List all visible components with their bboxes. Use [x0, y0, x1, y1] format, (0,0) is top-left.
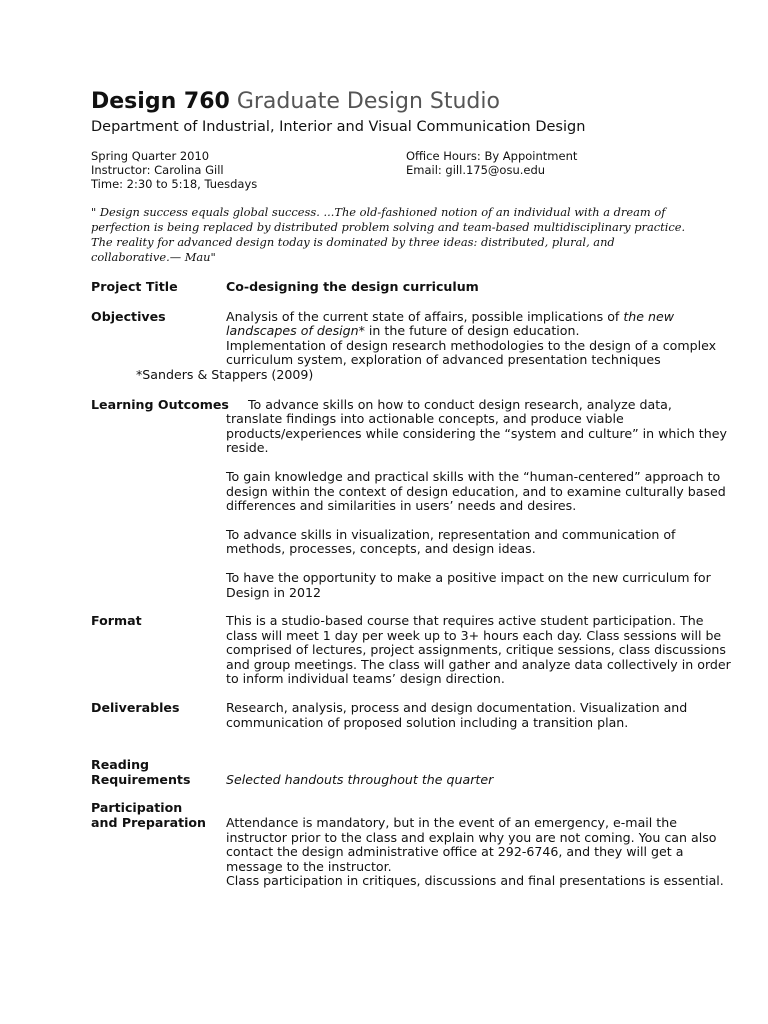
participation-paragraph-1: Attendance is mandatory, but in the event of an emergency, e-mail the instructor prior to the class and explain why you are not coming. You can also contact the design administrative office at 292-6746, and they will get a message to the instructor.	[226, 815, 717, 874]
course-info	[91, 149, 731, 195]
course-code: Design 760	[91, 89, 230, 114]
mau-quote: " Design success equals global success. ...The old-fashioned notion of an individual with a dream of perfection is being replaced by distributed problem solving and team-based multidisciplinary practice. The reality for advanced design today is dominated by three ideas: distributed, plural, and collaborative.— Mau"	[91, 205, 686, 264]
course-name: Graduate Design Studio	[236, 89, 500, 114]
format-section	[91, 614, 731, 687]
objectives-content	[226, 310, 731, 368]
format-label: Format	[91, 613, 142, 629]
learning-outcomes-section	[91, 398, 731, 601]
office-hours-text: Office Hours: By Appointment	[406, 149, 578, 163]
objectives-paragraph-2: Implementation of design research methodologies to the design of a complex curriculum system, exploration of advanced presentation techniques	[226, 337, 717, 368]
reading-label-line-2: Requirements	[91, 771, 191, 787]
objectives-paragraph	[226, 310, 731, 339]
objectives-section	[91, 310, 731, 383]
learning-outcome-4: To have the opportunity to make a positive impact on the new curriculum for Design in 2012	[226, 569, 711, 600]
project-title-label: Project Title	[91, 279, 178, 294]
objectives-text-pre: Analysis of the current state of affairs, possible implications of	[226, 308, 624, 324]
course-info-right	[406, 149, 577, 177]
email-text: Email: gill.175@osu.edu	[406, 163, 546, 177]
quarter-text: Spring Quarter 2010	[91, 149, 210, 163]
participation-content	[226, 801, 731, 889]
deliverables-text: Research, analysis, process and design documentation. Visualization and communication of proposed solution including a transition plan.	[226, 700, 688, 730]
reading-label	[91, 758, 226, 787]
reading-section	[91, 758, 731, 787]
reading-label-line-1: Reading	[91, 757, 150, 773]
objectives-text-italic: the new landscapes of design*	[226, 308, 675, 339]
objectives-footnote: *Sanders & Stappers (2009)	[136, 366, 314, 382]
learning-outcomes-content	[226, 398, 731, 601]
format-text: This is a studio-based course that requires active student participation. The class will meet 1 day per week up to 3+ hours each day. Class sessions will be comprised of lectures, project assignments, critique sessions, class discussions and group meetings. The class will gather and analyze data collectively in order to inform individual teams’ design direction.	[226, 613, 731, 687]
deliverables-section	[91, 701, 731, 730]
project-title-value: Co-designing the design curriculum	[226, 279, 479, 294]
learning-outcome-3: To advance skills in visualization, representation and communication of methods, processes, concepts, and design ideas.	[226, 526, 676, 557]
instructor-text: Instructor: Carolina Gill	[91, 163, 224, 177]
learning-outcomes-label: Learning Outcomes	[91, 396, 229, 412]
deliverables-label: Deliverables	[91, 700, 180, 716]
participation-section	[91, 801, 731, 889]
reading-text: Selected handouts throughout the quarter	[226, 771, 494, 787]
participation-label	[91, 801, 226, 830]
time-text: Time: 2:30 to 5:18, Tuesdays	[91, 177, 258, 191]
objectives-text-post: in the future of design education.	[364, 323, 580, 339]
objectives-label: Objectives	[91, 308, 166, 324]
department-subtitle: Department of Industrial, Interior and Visual Communication Design	[91, 119, 586, 135]
project-title-section	[91, 280, 731, 295]
participation-label-line-1: Participation	[91, 800, 183, 816]
syllabus-page	[91, 88, 731, 889]
learning-outcome-1: To advance skills on how to conduct design research, analyze data, translate findings into actionable concepts, and produce viable products/experiences while considering the “system and culture” in which they reside.	[226, 396, 727, 456]
learning-outcome-2: To gain knowledge and practical skills with the “human-centered” approach to design within the context of design education, and to examine culturally based differences and similarities in users’ needs and desires.	[226, 468, 726, 514]
participation-paragraph-2: Class participation in critiques, discussions and final presentations is essential.	[226, 873, 724, 889]
course-info-left	[91, 149, 257, 191]
participation-label-line-2: and Preparation	[91, 815, 207, 831]
page-title	[91, 88, 731, 116]
